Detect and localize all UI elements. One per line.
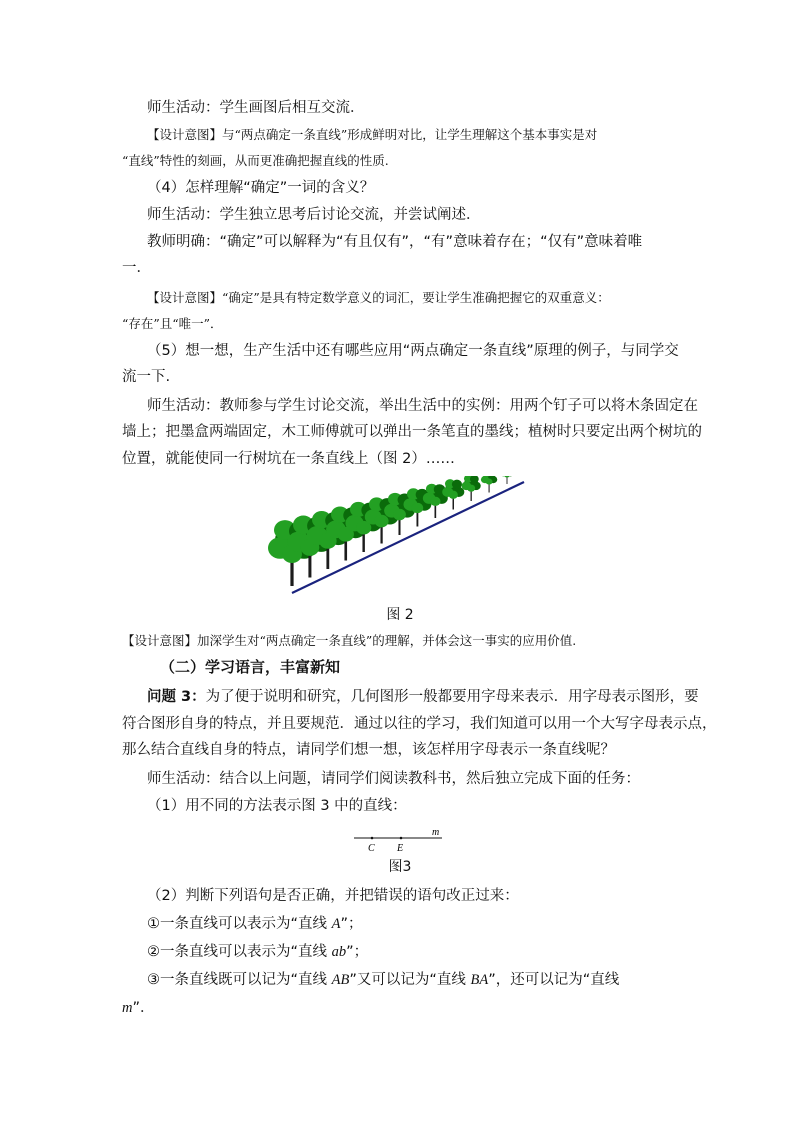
design-intent-note: 【设计意图】加深学生对“两点确定一条直线”的理解，并体会这一事实的应用价值. <box>122 633 577 648</box>
statement-item-continued: m”． <box>122 1000 155 1016</box>
line-figure <box>350 826 450 854</box>
point-e-label: E <box>397 843 404 854</box>
paragraph: 师生活动：学生独立思考后讨论交流，并尝试阐述． <box>147 207 481 223</box>
design-intent-note: “存在”且“唯一”． <box>122 316 223 331</box>
tree-icon <box>462 476 481 501</box>
statement-item: ②一条直线可以表示为“直线 ab”； <box>147 944 369 960</box>
point-c-dot <box>371 837 374 840</box>
task-item: （1）用不同的方法表示图 3 中的直线： <box>147 798 407 814</box>
problem-label: 问题 3： <box>147 689 206 705</box>
problem-paragraph: 问题 3：为了便于说明和研究，几何图形一般都要用字母来表示．用字母表示图形，要 <box>147 689 699 705</box>
figure-3-caption: 图3 <box>388 859 412 875</box>
statement-item: ③一条直线既可以记为“直线 AB”又可以记为“直线 BA”，还可以记为“直线 <box>147 972 620 988</box>
statement-item: ①一条直线可以表示为“直线 A”； <box>147 916 363 932</box>
tree-icon <box>442 479 464 509</box>
paragraph: 师生活动：教师参与学生讨论交流，举出生活中的实例：用两个钉子可以将木条固定在 <box>147 398 698 414</box>
paragraph: 教师明确：“确定”可以解释为“有且仅有”，“有”意味着存在；“仅有”意味着唯 <box>147 234 643 250</box>
paragraph: 师生活动：学生画图后相互交流． <box>147 100 365 116</box>
question-heading: （4）怎样理解“确定”一词的含义？ <box>147 180 375 196</box>
point-e-dot <box>400 837 403 840</box>
trees <box>268 476 514 586</box>
line-m-label: m <box>432 827 440 838</box>
tree-row-figure <box>262 476 530 598</box>
tree-icon <box>481 476 497 493</box>
question-heading: （5）想一想，生产生活中还有哪些应用“两点确定一条直线”原理的例子，与同学交 <box>147 343 679 359</box>
design-intent-note: 【设计意图】与“两点确定一条直线”形成鲜明对比，让学生理解这个基本事实是对 <box>147 127 598 142</box>
paragraph: 一． <box>122 260 151 276</box>
point-c-label: C <box>368 843 375 854</box>
section-heading: （二）学习语言，丰富新知 <box>160 658 341 676</box>
figure-2-caption: 图 2 <box>386 607 414 623</box>
task-item: （2）判断下列语句是否正确，并把错误的语句改正过来： <box>147 888 519 904</box>
paragraph: 符合图形自身的特点，并且要规范．通过以往的学习，我们知道可以用一个大写字母表示点， <box>122 716 717 732</box>
paragraph: 位置，就能使同一行树坑在一条直线上（图 2）…… <box>122 451 455 467</box>
paragraph: 流一下. <box>122 369 171 385</box>
paragraph: 师生活动：结合以上问题，请同学们阅读教科书，然后独立完成下面的任务： <box>147 771 640 787</box>
paragraph: 那么结合直线自身的特点，请同学们想一想，该怎样用字母表示一条直线呢？ <box>122 742 615 758</box>
tree-icon <box>500 476 513 484</box>
paragraph: 墙上；把墨盒两端固定，木工师傅就可以弹出一条笔直的墨线；植树时只要定出两个树坑的 <box>122 424 702 440</box>
design-intent-note: “直线”特性的刻画，从而更准确把握直线的性质. <box>122 153 389 168</box>
design-intent-note: 【设计意图】“确定”是具有特定数学意义的词汇，要让学生准确把握它的双重意义： <box>147 290 610 305</box>
